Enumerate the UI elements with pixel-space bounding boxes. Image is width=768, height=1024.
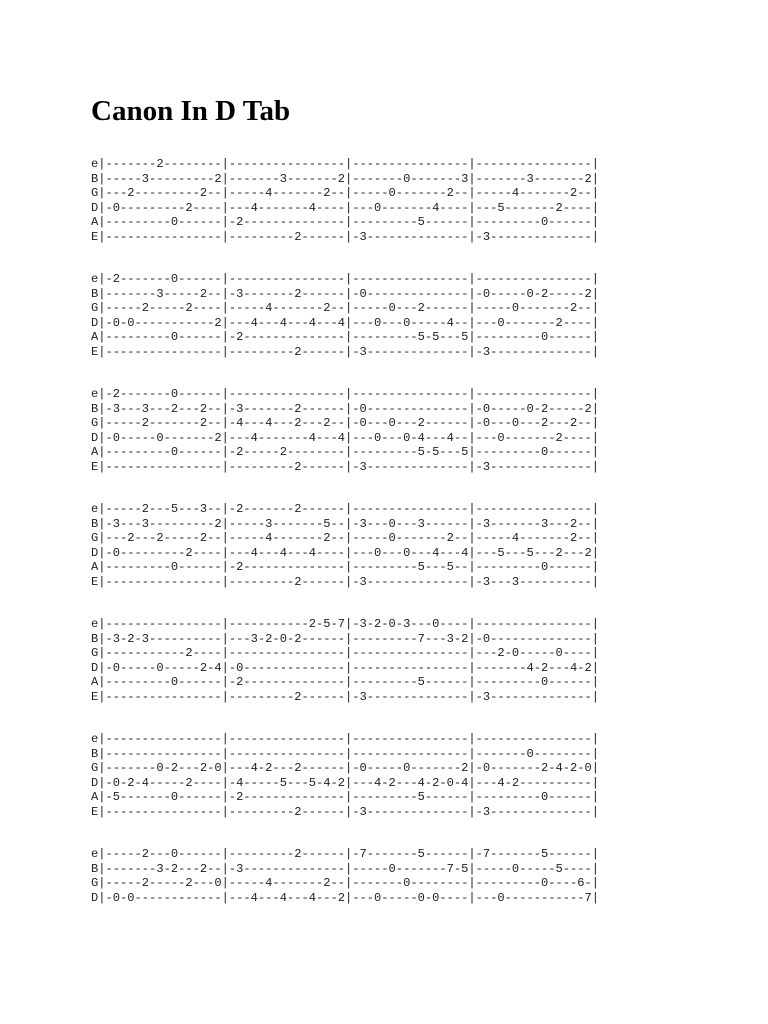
- tab-string-line: B|-------3-2---2--|-3--------------|-----0-------7-5|-----0-----5----|: [91, 861, 600, 876]
- tab-string-line: D|-0-----0-------2|---4-------4---4|---0---0-4---4--|---0-------2----|: [91, 430, 600, 445]
- tab-string-line: e|----------------|----------------|----------------|----------------|: [91, 732, 600, 746]
- tab-string-line: E|----------------|---------2------|-3--------------|-3---3----------|: [91, 574, 600, 589]
- tab-string-line: A|---------0------|-2--------------|---------5------|---------0------|: [91, 675, 600, 689]
- tab-string-line: G|-----2-----2----|-----4-------2--|-----0---2------|-----0-------2--|: [91, 301, 600, 315]
- page-title: Canon In D Tab: [91, 95, 291, 127]
- tab-string-line: D|-0-0------------|---4---4---4---2|---0-----0-0----|---0-----------7|: [91, 890, 600, 905]
- tab-string-line: D|-0-0-----------2|---4---4---4---4|---0---0-----4--|---0-------2----|: [91, 315, 600, 330]
- tab-string-line: B|----------------|----------------|----------------|-------0--------|: [91, 746, 600, 761]
- tab-string-line: A|---------0------|-2-----2--------|---------5-5---5|---------0------|: [91, 445, 600, 459]
- tab-string-line: A|-5-------0------|-2--------------|---------5------|---------0------|: [91, 790, 600, 804]
- tab-string-line: A|---------0------|-2--------------|---------5---5--|---------0------|: [91, 560, 600, 574]
- tab-string-line: e|-2-------0------|----------------|----------------|----------------|: [91, 387, 600, 401]
- tab-staff: [91, 847, 731, 905]
- tab-string-line: G|-----------2----|----------------|----------------|---2-0-----0----|: [91, 646, 600, 660]
- tab-string-line: D|-0---------2----|---4-------4----|---0-------4----|---5-------2----|: [91, 200, 600, 215]
- tab-staff: [91, 617, 731, 704]
- tab-string-line: A|---------0------|-2--------------|---------5------|---------0------|: [91, 215, 600, 229]
- tab-string-line: e|-----2---0------|---------2------|-7-------5------|-7-------5------|: [91, 847, 600, 861]
- tab-string-line: B|-----3---------2|-------3-------2|-------0-------3|-------3-------2|: [91, 171, 600, 186]
- tab-staff: [91, 272, 731, 359]
- tab-string-line: B|-3-2-3----------|---3-2-0-2------|---------7---3-2|-0--------------|: [91, 631, 600, 646]
- tab-string-line: D|-0---------2----|---4---4---4----|---0---0---4---4|---5---5---2---2|: [91, 545, 600, 560]
- tab-string-line: e|-----2---5---3--|-2-------2------|----------------|----------------|: [91, 502, 600, 516]
- tab-string-line: G|---2---2-----2--|-----4-------2--|-----0-------2--|-----4-------2--|: [91, 531, 600, 545]
- tab-string-line: G|-------0-2---2-0|---4-2---2------|-0-----0-------2|-0-------2-4-2-0|: [91, 761, 600, 775]
- tab-string-line: G|-----2-----2---0|-----4-------2--|-------0--------|---------0----6-|: [91, 876, 600, 890]
- tab-string-line: E|----------------|---------2------|-3--------------|-3--------------|: [91, 689, 600, 704]
- tab-staff: [91, 387, 731, 474]
- tablature: [91, 157, 731, 905]
- tab-staff: [91, 157, 731, 244]
- tab-staff: [91, 732, 731, 819]
- tab-staff: [91, 502, 731, 589]
- tab-string-line: G|-----2-------2--|-4---4---2---2--|-0---0---2------|-0---0---2---2--|: [91, 416, 600, 430]
- tab-string-line: E|----------------|---------2------|-3--------------|-3--------------|: [91, 804, 600, 819]
- tab-string-line: e|-------2--------|----------------|----------------|----------------|: [91, 157, 600, 171]
- tab-string-line: B|-3---3---------2|-----3-------5--|-3---0---3------|-3-------3---2--|: [91, 516, 600, 531]
- tab-string-line: E|----------------|---------2------|-3--------------|-3--------------|: [91, 459, 600, 474]
- tab-string-line: e|----------------|-----------2-5-7|-3-2-0-3---0----|----------------|: [91, 617, 600, 631]
- tab-string-line: B|-------3-----2--|-3-------2------|-0--------------|-0-----0-2-----2|: [91, 286, 600, 301]
- tab-string-line: E|----------------|---------2------|-3--------------|-3--------------|: [91, 229, 600, 244]
- tab-string-line: G|---2---------2--|-----4-------2--|-----0-------2--|-----4-------2--|: [91, 186, 600, 200]
- tab-string-line: B|-3---3---2---2--|-3-------2------|-0--------------|-0-----0-2-----2|: [91, 401, 600, 416]
- tab-string-line: A|---------0------|-2--------------|---------5-5---5|---------0------|: [91, 330, 600, 344]
- tab-string-line: e|-2-------0------|----------------|----------------|----------------|: [91, 272, 600, 286]
- tab-document: [91, 92, 731, 933]
- tab-string-line: E|----------------|---------2------|-3--------------|-3--------------|: [91, 344, 600, 359]
- tab-string-line: D|-0-2-4-----2----|-4-----5---5-4-2|---4-2---4-2-0-4|---4-2----------|: [91, 775, 600, 790]
- tab-string-line: D|-0-----0-----2-4|-0--------------|----------------|-------4-2---4-2|: [91, 660, 600, 675]
